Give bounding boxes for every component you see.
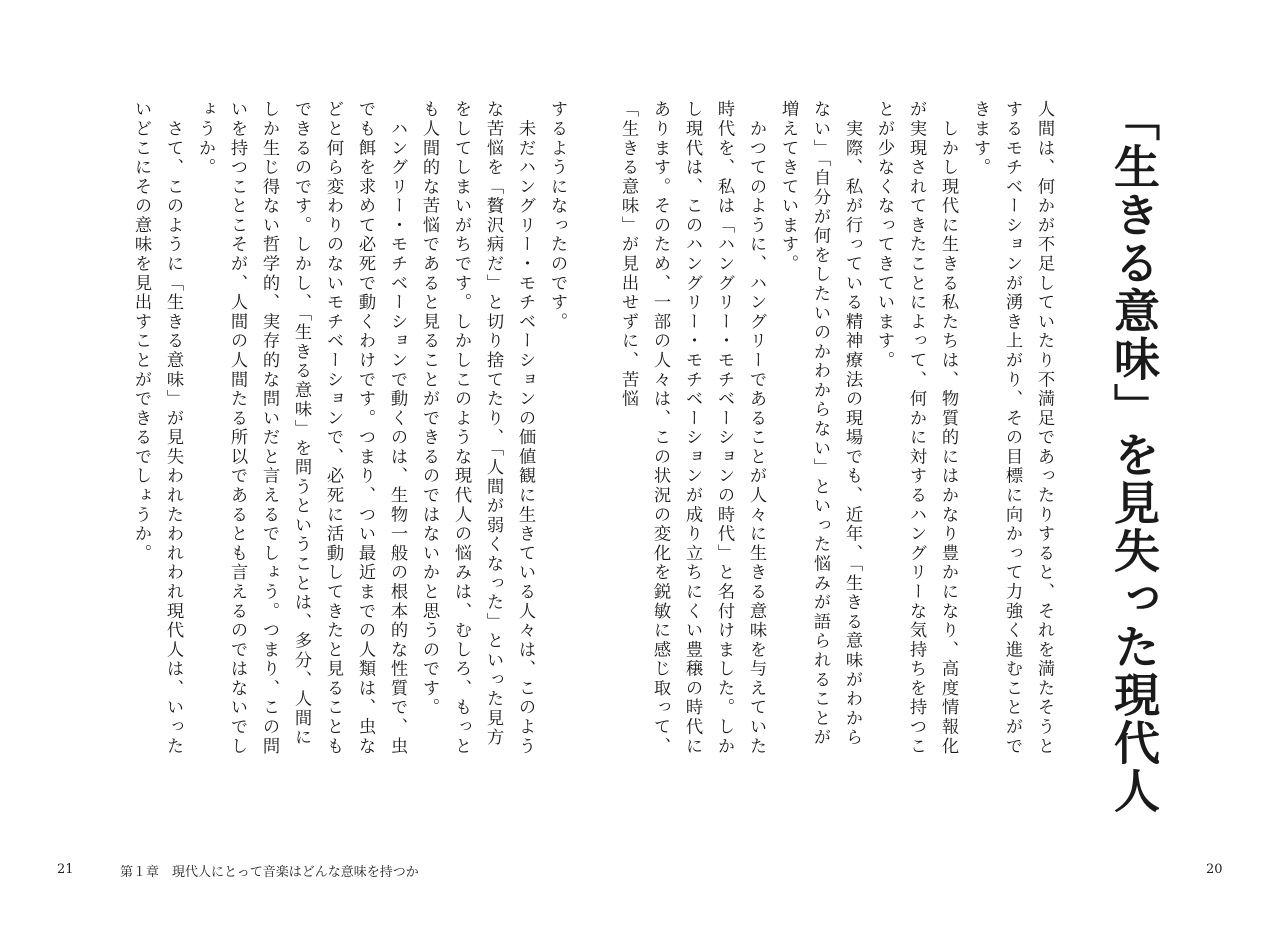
left-page-body: するようになったのです。 未だハングリー・モチベーションの価値観に生きている人々は、このような苦悩を「贅沢病だ」と切り捨てたり、「人間が弱くなった」といった見方をしてしまいがちです。しかしこのような現代人の悩みは、むしろ、もっとも人間的な苦悩であると見ることができるのではないかと思うのです。 ハングリー・モチベーションで動くのは、生物一般の根本的な性質で、虫でも餌を求めて必死で動くわけです。つまり、つい最近までの人類は、虫などと何ら変わりのないモチベーションで、必死に活動してきたと見ることもできるのです。しかし、「生きる意味」を問うということは、多分、人間にしか生じ得ない哲学的、実存的な問いだと言えるでしょう。つまり、この問いを持つことこそが、人間の人間たる所以であるとも言えるのではないでしょうか。 さて、このように「生きる意味」が見失われたわれわれ現代人は、いったいどこにその意味を見出すことができるでしょうか。 — [131, 100, 567, 756]
section-title: 「生きる意味」を見失った現代人 — [1107, 95, 1161, 815]
right-page-number: 20 — [1206, 862, 1223, 877]
left-page-number: 21 — [57, 862, 74, 877]
running-head: 第１章 現代人にとって音楽はどんな意味を持つか — [120, 865, 419, 880]
right-page-body: 人間は、何かが不足していたり不満足であったりすると、それを満たそうとするモチベーションが湧き上がり、その目標に向かって力強く進むことができます。 しかし現代に生きる私たちは、物質的にはかなり豊かになり、高度情報化が実現されてきたことによって、何かに対するハングリーな気持ちを持つことが少なくなってきています。 実際、私が行っている精神療法の現場でも、近年、「生きる意味がわからない」「自分が何をしたいのかわからない」といった悩みが語られることが増えてきています。 かつてのように、ハングリーであることが人々に生きる意味を与えていた時代を、私は「ハングリー・モチベーションの時代」と名付けました。しかし現代は、このハングリー・モチベーションが成り立ちにくい豊穣の時代にあります。そのため、一部の人々は、この状況の変化を鋭敏に感じ取って、「生きる意味」が見出せずに、苦悩 — [618, 100, 1054, 756]
